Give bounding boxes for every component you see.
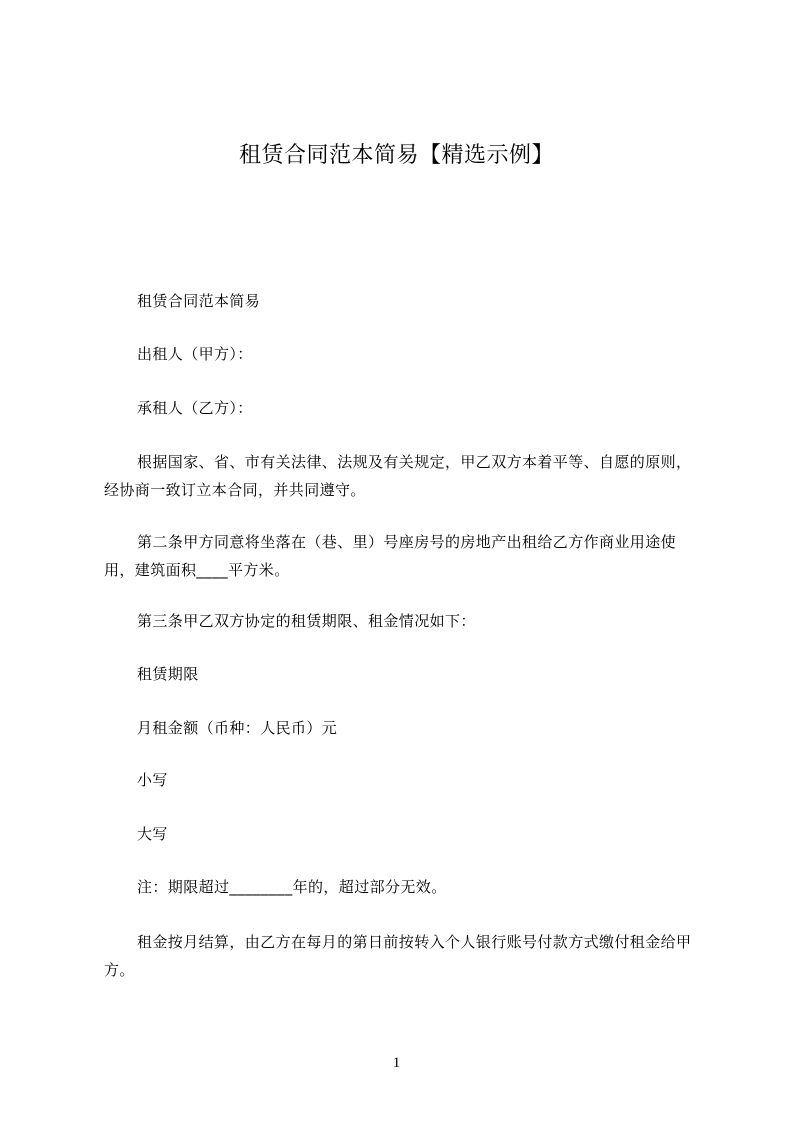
paragraph-subtitle: 租赁合同范本简易 bbox=[137, 292, 261, 310]
paragraph-lease-term: 租赁期限 bbox=[137, 665, 199, 683]
document-title: 租赁合同范本简易【精选示例】 bbox=[238, 143, 554, 168]
paragraph-lessee: 承租人（乙方）： bbox=[137, 399, 253, 417]
paragraph-note: 注：期限超过________年的，超过部分无效。 bbox=[137, 878, 447, 896]
paragraph-preamble: 根据国家、省、市有关法律、法规及有关规定，甲乙双方本着平等、自愿的原则，经协商一致订立本合同，并共同遵守。 bbox=[104, 453, 692, 499]
paragraph-lowercase-amount: 小写 bbox=[137, 771, 168, 789]
paragraph-rent-payment: 租金按月结算，由乙方在每月的第日前按转入个人银行账号付款方式缴付租金给甲方。 bbox=[104, 933, 692, 979]
paragraph-lessor: 出租人（甲方）： bbox=[137, 345, 253, 363]
paragraph-article-3: 第三条甲乙双方协定的租赁期限、租金情况如下： bbox=[137, 612, 476, 630]
paragraph-uppercase-amount: 大写 bbox=[137, 825, 168, 843]
page-number: 1 bbox=[392, 1055, 401, 1071]
paragraph-article-2: 第二条甲方同意将坐落在（巷、里）号座房号的房地产出租给乙方作商业用途使用，建筑面积____平方米。 bbox=[104, 533, 677, 579]
paragraph-monthly-rent: 月租金额（币种：人民币）元 bbox=[137, 719, 338, 737]
